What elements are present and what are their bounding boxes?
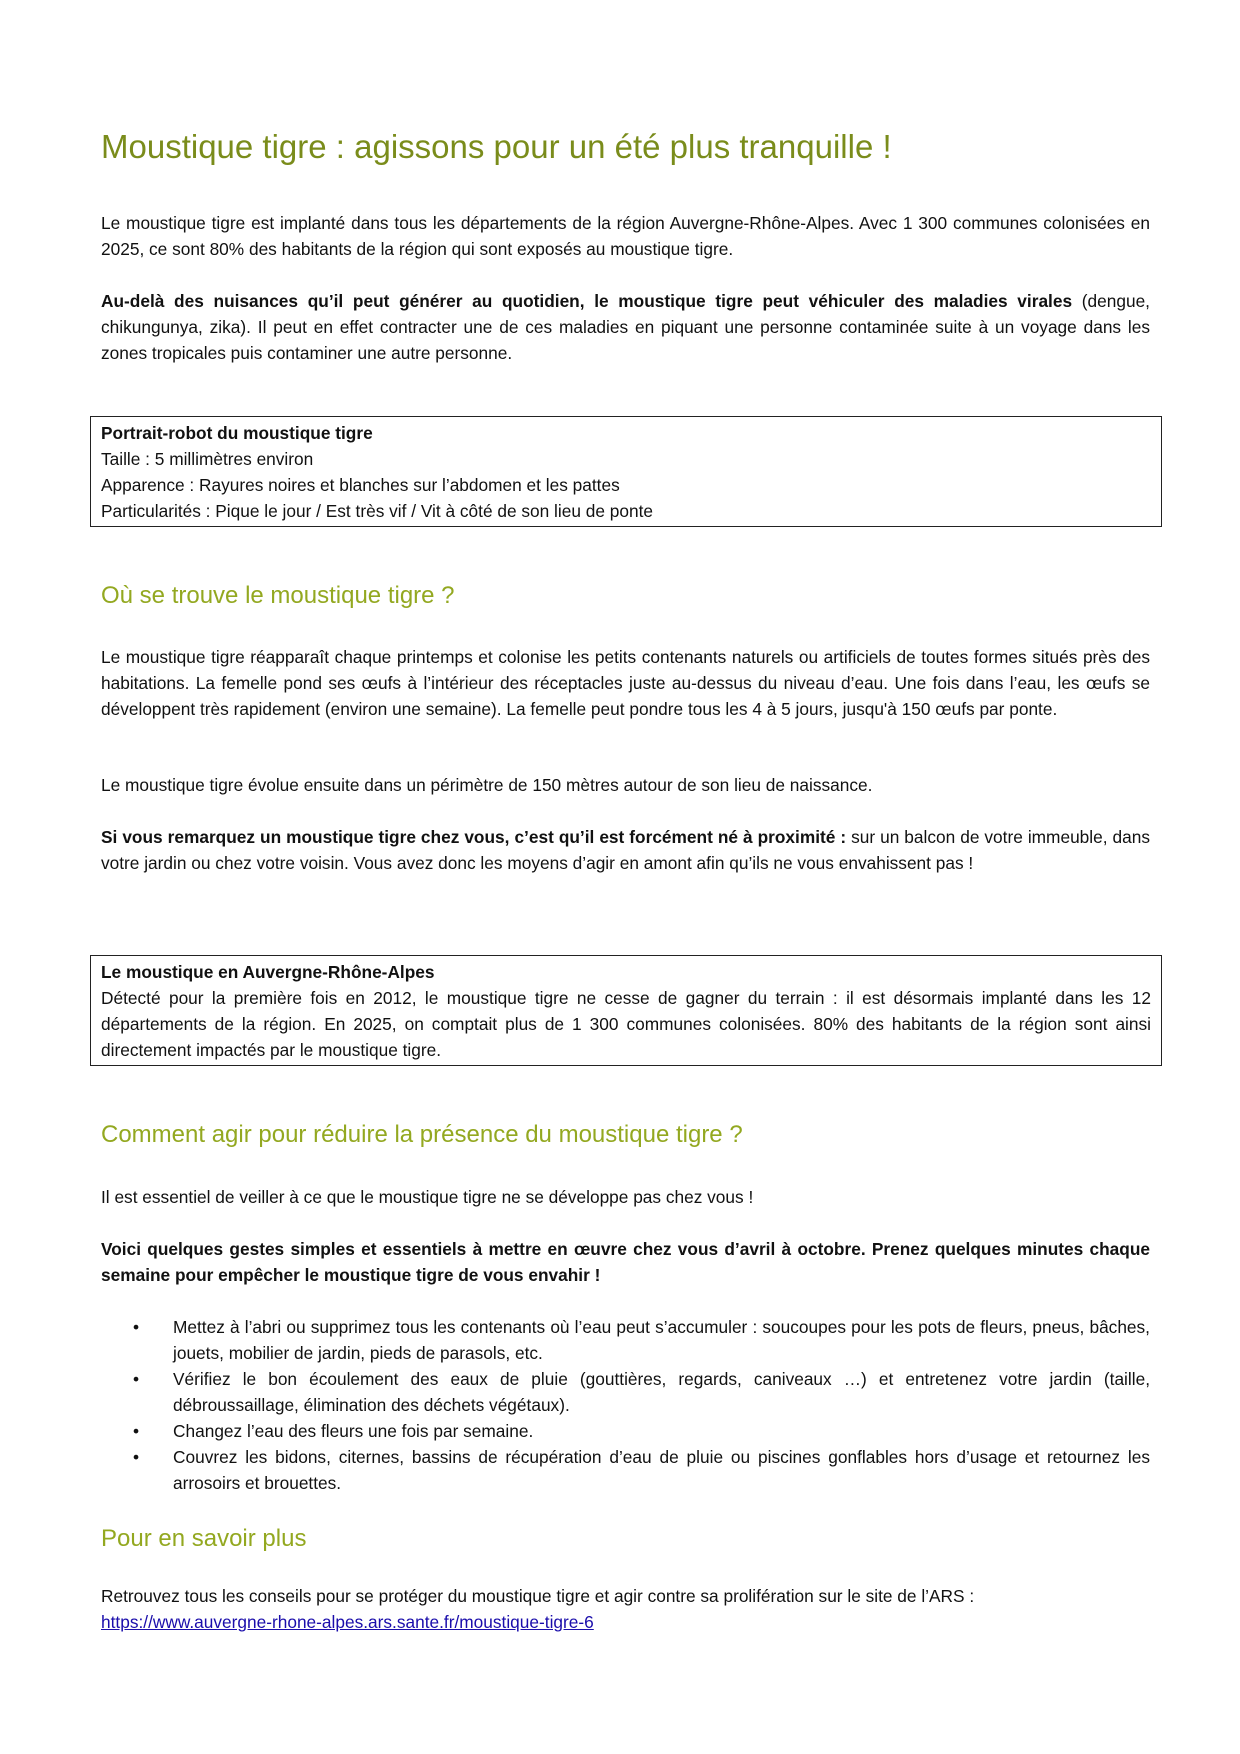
bullet-icon: • (133, 1317, 140, 1337)
list-item (101, 1366, 1150, 1418)
list-item-text: Vérifiez le bon écoulement des eaux de pluie (gouttières, regards, caniveaux …) et entretenez votre jardin (taille, débroussaillage, élimination des déchets végétaux). (173, 1369, 1150, 1415)
act-paragraph-2 (101, 1236, 1150, 1288)
intro-paragraph-1: Le moustique tigre est implanté dans tous les départements de la région Auvergne-Rhône-Alpes. Avec 1 300 communes colonisées en 2025, ce sont 80% des habitants de la région qui sont exposés au moustique tigre. (101, 213, 1150, 259)
list-item-text: Couvrez les bidons, citernes, bassins de récupération d’eau de pluie ou piscines gonflables hors d’usage et retournez les arrosoirs et brouettes. (173, 1447, 1150, 1493)
where-bold: Si vous remarquez un moustique tigre chez vous, c’est qu’il est forcément né à proximité : (101, 827, 847, 847)
page-title: Moustique tigre : agissons pour un été plus tranquille ! (101, 128, 892, 165)
list-item (101, 1418, 1150, 1444)
region-heading: Le moustique en Auvergne-Rhône-Alpes (101, 962, 435, 982)
where-paragraph-2: Le moustique tigre évolue ensuite dans un périmètre de 150 mètres autour de son lieu de naissance. (101, 775, 873, 795)
list-item (101, 1444, 1150, 1496)
bullet-icon: • (133, 1421, 140, 1441)
list-item (101, 1314, 1150, 1366)
ars-link[interactable]: https://www.auvergne-rhone-alpes.ars.sante.fr/moustique-tigre-6 (101, 1612, 594, 1632)
more-paragraph (101, 1583, 1150, 1635)
portrait-heading: Portrait-robot du moustique tigre (101, 423, 373, 443)
where-rest: sur un balcon de votre immeuble, dans votre jardin ou chez votre voisin. Vous avez donc les moyens d’agir en amont afin qu’ils ne vous envahissent pas ! (101, 827, 1151, 873)
act-bold: Voici quelques gestes simples et essentiels à mettre en œuvre chez vous d’avril à octobre. Prenez quelques minutes chaque semaine pour empêcher le moustique tigre de vous envahir ! (101, 1239, 1150, 1285)
portrait-line: Particularités : Pique le jour / Est très vif / Vit à côté de son lieu de ponte (101, 501, 654, 521)
act-paragraph-1: Il est essentiel de veiller à ce que le moustique tigre ne se développe pas chez vous ! (101, 1187, 754, 1207)
portrait-box (90, 416, 1162, 527)
act-bullet-list (101, 1314, 1150, 1496)
intro-rest: (dengue, chikungunya, zika). Il peut en effet contracter une de ces maladies en piquant une personne contaminée suite à un voyage dans les zones tropicales puis contaminer une autre personne. (101, 291, 1150, 363)
list-item-text: Mettez à l’abri ou supprimez tous les contenants où l’eau peut s’accumuler : soucoupes pour les pots de fleurs, pneus, bâches, jouets, mobilier de jardin, pieds de parasols, etc. (173, 1317, 1150, 1363)
section-heading-more: Pour en savoir plus (101, 1525, 307, 1552)
section-heading-act: Comment agir pour réduire la présence du moustique tigre ? (101, 1121, 743, 1148)
intro-bold: Au-delà des nuisances qu’il peut générer au quotidien, le moustique tigre peut véhiculer des maladies virales (101, 291, 1073, 311)
section-heading-where: Où se trouve le moustique tigre ? (101, 582, 455, 609)
more-text: Retrouvez tous les conseils pour se protéger du moustique tigre et agir contre sa prolifération sur le site de l’ARS : (101, 1586, 975, 1606)
where-paragraph-3 (101, 824, 1150, 876)
region-box (90, 955, 1162, 1066)
portrait-line: Apparence : Rayures noires et blanches sur l’abdomen et les pattes (101, 475, 620, 495)
where-paragraph-1: Le moustique tigre réapparaît chaque printemps et colonise les petits contenants naturels ou artificiels de toutes formes situés près des habitations. La femelle pond ses œufs à l’intérieur des réceptacles juste au-dessus du niveau d’eau. Une fois dans l’eau, les œufs se développent très rapidement (environ une semaine). La femelle peut pondre tous les 4 à 5 jours, jusqu'à 150 œufs par ponte. (101, 647, 1150, 719)
bullet-icon: • (133, 1447, 140, 1467)
list-item-text: Changez l’eau des fleurs une fois par semaine. (173, 1421, 534, 1441)
bullet-icon: • (133, 1369, 140, 1389)
intro-paragraph-2 (101, 288, 1150, 366)
portrait-line: Taille : 5 millimètres environ (101, 449, 314, 469)
region-text: Détecté pour la première fois en 2012, le moustique tigre ne cesse de gagner du terrain : il est désormais implanté dans les 12 départements de la région. En 2025, on comptait plus de 1 300 communes colonisées. 80% des habitants de la région sont ainsi directement impactés par le moustique tigre. (101, 988, 1151, 1060)
